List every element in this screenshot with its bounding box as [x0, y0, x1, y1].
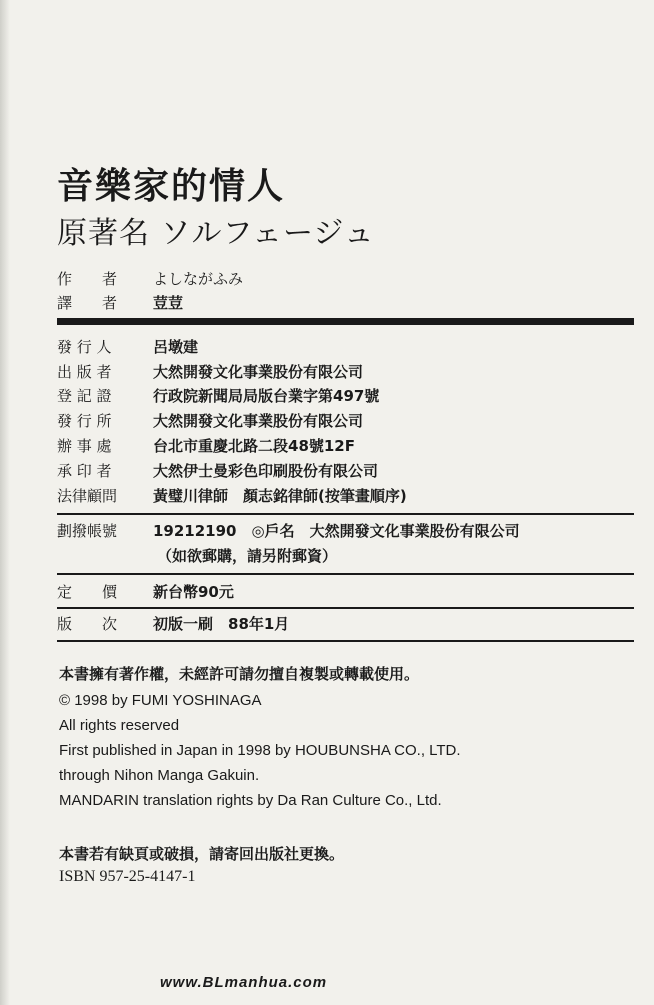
publication-value: 大然伊士曼彩色印刷股份有限公司	[153, 462, 379, 480]
page-edge-shadow	[0, 0, 10, 1005]
postal-note: （如欲郵購，請另附郵資）	[157, 547, 338, 565]
postal-value: 19212190 ◎戶名 大然開發文化事業股份有限公司	[153, 522, 520, 540]
credit-row-translator	[57, 292, 183, 313]
publication-value: 行政院新聞局局版台業字第497號	[153, 387, 380, 405]
publication-value: 呂墩建	[153, 338, 199, 356]
publication-row	[57, 460, 378, 481]
publication-value: 大然開發文化事業股份有限公司	[153, 412, 364, 430]
original-title: 原著名 ソルフェージュ	[57, 216, 375, 251]
publication-row	[57, 435, 355, 456]
edition-label: 版 次	[57, 615, 118, 633]
section-divider	[57, 607, 634, 609]
publication-label: 發 行 人	[57, 338, 112, 356]
publication-row	[57, 485, 407, 506]
postal-row	[57, 520, 520, 541]
publication-label: 登 記 證	[57, 387, 112, 405]
rights-reserved-line: All rights reserved	[59, 717, 180, 734]
publication-label: 法律顧問	[57, 487, 118, 505]
defect-notice: 本書若有缺頁或破損，請寄回出版社更換。	[59, 845, 345, 863]
edition-row	[57, 613, 289, 634]
first-published-line: First published in Japan in 1998 by HOUBUNSHA CO., LTD.	[59, 742, 461, 759]
edition-value: 初版一刷 88年1月	[153, 615, 290, 633]
publication-row	[57, 410, 363, 431]
publication-label: 發 行 所	[57, 412, 112, 430]
credit-value: 荳荳	[153, 294, 184, 312]
publication-label: 承 印 者	[57, 462, 112, 480]
section-divider-thick	[57, 318, 634, 325]
credit-value: よしながふみ	[153, 270, 244, 288]
agency-line: through Nihon Manga Gakuin.	[59, 767, 260, 784]
publication-value: 黃璧川律師 顏志銘律師(按筆畫順序)	[153, 487, 407, 505]
section-divider	[57, 513, 634, 515]
section-divider	[57, 640, 634, 642]
publication-row	[57, 385, 379, 406]
isbn: ISBN 957-25-4147-1	[59, 868, 196, 885]
book-title: 音樂家的情人	[57, 165, 286, 207]
publication-value: 台北市重慶北路二段48號12F	[153, 437, 355, 455]
publication-label: 辦 事 處	[57, 437, 112, 455]
credit-label: 作 者	[57, 270, 118, 288]
publication-row	[57, 336, 198, 357]
publication-row	[57, 361, 363, 382]
price-row	[57, 581, 234, 602]
publication-value: 大然開發文化事業股份有限公司	[153, 363, 364, 381]
credit-row-author	[57, 268, 243, 289]
credit-label: 譯 者	[57, 294, 118, 312]
publication-label: 出 版 者	[57, 363, 112, 381]
section-divider	[57, 573, 634, 575]
copyright-line: © 1998 by FUMI YOSHINAGA	[59, 692, 262, 709]
footer-url: www.BLmanhua.com	[160, 974, 328, 991]
postal-label: 劃撥帳號	[57, 522, 118, 540]
price-label: 定 價	[57, 583, 118, 601]
translation-rights-line: MANDARIN translation rights by Da Ran Culture Co., Ltd.	[59, 792, 442, 809]
copyright-notice-zh: 本書擁有著作權，未經許可請勿擅自複製或轉載使用。	[59, 665, 420, 683]
price-value: 新台幣90元	[153, 583, 234, 601]
